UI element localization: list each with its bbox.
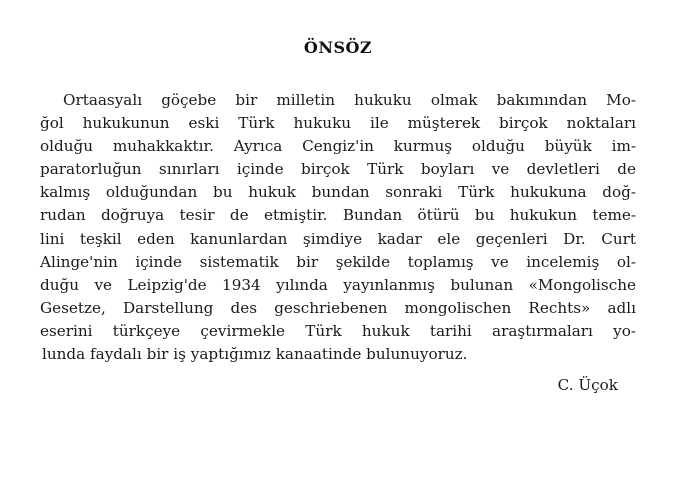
paragraph-line: Ortaasyalı göçebe bir milletin hukuku olmak bakımından Mo- — [63, 91, 636, 109]
page-title: ÖNSÖZ — [303, 38, 373, 57]
paragraph-line: eserini türkçeye çevirmekle Türk hukuk tarihi araştırmaları yo- — [40, 321, 636, 340]
paragraph-line: lini teşkil eden kanunlardan şimdiye kadar ele geçenleri Dr. Curt — [40, 229, 636, 248]
paragraph-line: duğu ve Leipzig'de 1934 yılında yayınlanmış bulunan «Mongolische — [40, 275, 636, 294]
preface-paragraph — [40, 89, 636, 366]
paragraph-line: kalmış olduğundan bu hukuk bundan sonraki Türk hukukuna doğ- — [40, 183, 636, 202]
paragraph-line: Alinge'nin içinde sistematik bir şekilde toplamış ve incelemiş ol- — [40, 252, 636, 271]
author-signature: C. Üçok — [557, 376, 618, 394]
paragraph-line: paratorluğun sınırları içinde birçok Türk boyları ve devletleri de — [40, 160, 636, 179]
paragraph-line: ğol hukukunun eski Türk hukuku ile müşterek birçok noktaları — [40, 114, 636, 133]
paragraph-line: lunda faydalı bir iş yaptığımız kanaatinde bulunuyoruz. — [42, 345, 468, 364]
paragraph-line: olduğu muhakkaktır. Ayrıca Cengiz'in kurmuş olduğu büyük im- — [40, 137, 636, 156]
paragraph-line: rudan doğruya tesir de etmiştir. Bundan ötürü bu hukukun teme- — [40, 206, 636, 225]
paragraph-line: Gesetze, Darstellung des geschriebenen mongolischen Rechts» adlı — [40, 298, 636, 317]
